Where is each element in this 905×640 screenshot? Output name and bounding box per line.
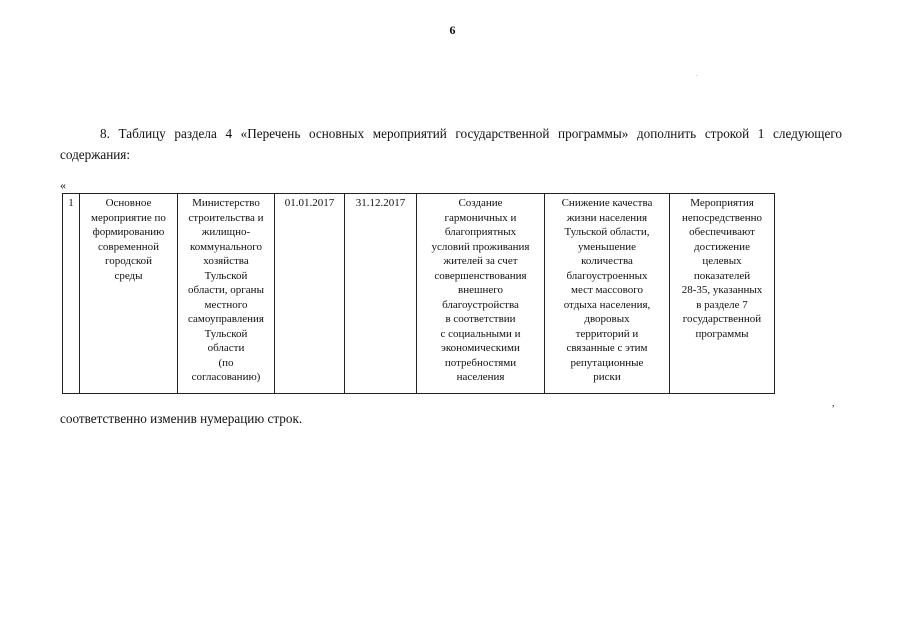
- cell-text-line: риски: [593, 371, 621, 383]
- cell-text-line: самоуправления: [188, 313, 264, 325]
- cell-text-line: достижение: [694, 240, 750, 253]
- cell-text-line: Тульской: [204, 327, 248, 340]
- cell-text-line: местного: [204, 298, 248, 311]
- cell-text-line: Основное: [105, 197, 152, 209]
- cell-text-line: репутационные: [570, 356, 644, 369]
- cell-text-line: количества: [581, 255, 633, 267]
- cell-text-line: совершенствования: [434, 269, 527, 282]
- cell-text-line: связанные с этим: [566, 342, 648, 354]
- cell-text-line: области: [207, 342, 245, 354]
- cell-text-line: мест массового: [571, 284, 643, 296]
- cell-text-line: показателей: [693, 269, 751, 282]
- measures-table: [62, 193, 775, 394]
- cell-text-line: уменьшение: [577, 240, 637, 253]
- cell-text-line: Снижение качества: [561, 197, 653, 209]
- cell-text-line: Создание: [458, 197, 503, 209]
- cell-text-line: (по: [218, 356, 234, 369]
- cell-text-line: мероприятие по: [91, 211, 166, 224]
- cell-text-line: Мероприятия: [690, 197, 754, 209]
- cell-start-date: 01.01.2017: [275, 194, 345, 394]
- cell-text-line: Тульской области,: [564, 226, 650, 238]
- cell-text-line: жителей за счет: [443, 255, 518, 267]
- cell-text-line: гармоничных и: [444, 211, 517, 224]
- cell-text-line: непосредственно: [681, 211, 763, 224]
- cell-text-line: экономическими: [441, 342, 520, 354]
- cell-text-line: потребностями: [444, 356, 517, 369]
- cell-text-line: населения: [456, 371, 505, 383]
- cell-text-line: Тульской: [204, 269, 248, 282]
- page-number: 6: [449, 23, 456, 37]
- cell-text-line: Министерство: [192, 197, 260, 209]
- cell-text-line: городской: [104, 255, 153, 267]
- cell-text-line: программы: [695, 327, 749, 340]
- cell-measure-name: [80, 194, 178, 394]
- cell-indicator-relation: [670, 194, 775, 394]
- cell-text-line: внешнего: [458, 284, 503, 296]
- table-row: [63, 194, 775, 394]
- cell-text-line: формированию: [92, 226, 165, 238]
- cell-text-line: современной: [98, 240, 159, 253]
- closing-mark: ,: [832, 398, 835, 409]
- cell-text-line: согласованию): [191, 371, 261, 383]
- cell-text-line: условий проживания: [431, 240, 530, 253]
- cell-text-line: дворовых: [584, 313, 630, 325]
- cell-consequences: [545, 194, 670, 394]
- cell-text-line: благоприятных: [444, 226, 517, 238]
- cell-number: 1: [63, 194, 80, 394]
- cell-text-line: государственной: [682, 313, 762, 325]
- footer-paragraph: соответственно изменив нумерацию строк.: [60, 411, 303, 426]
- cell-text-line: целевых: [702, 255, 742, 267]
- intro-paragraph: 8. Таблицу раздела 4 «Перечень основных мероприятий государственной программы» дополнить строкой 1 следующего содержания:: [60, 126, 842, 162]
- opening-quote: «: [60, 178, 66, 192]
- cell-text-line: в соответствии: [445, 313, 516, 325]
- cell-text-line: среды: [114, 269, 143, 282]
- cell-text-line: строительства и: [188, 211, 264, 224]
- cell-text-line: коммунального: [190, 240, 262, 253]
- cell-text-line: жизни населения: [566, 211, 648, 224]
- cell-text-line: жилищно-: [201, 226, 251, 238]
- cell-text-line: отдыха населения,: [563, 298, 651, 311]
- cell-text-line: благоустройства: [442, 298, 519, 311]
- cell-executor: [178, 194, 275, 394]
- cell-end-date: 31.12.2017: [345, 194, 417, 394]
- cell-text-line: области, органы: [188, 284, 264, 296]
- cell-text-line: территорий и: [575, 327, 639, 340]
- cell-text-line: 28-35, указанных: [681, 284, 763, 296]
- scan-artifact: .: [696, 72, 698, 78]
- cell-text-line: в разделе 7: [696, 298, 748, 311]
- cell-text-line: обеспечивают: [689, 226, 755, 238]
- cell-text-line: с социальными и: [440, 327, 521, 340]
- cell-expected-result: [417, 194, 545, 394]
- cell-text-line: хозяйства: [203, 255, 249, 267]
- cell-text-line: благоустроенных: [566, 269, 648, 282]
